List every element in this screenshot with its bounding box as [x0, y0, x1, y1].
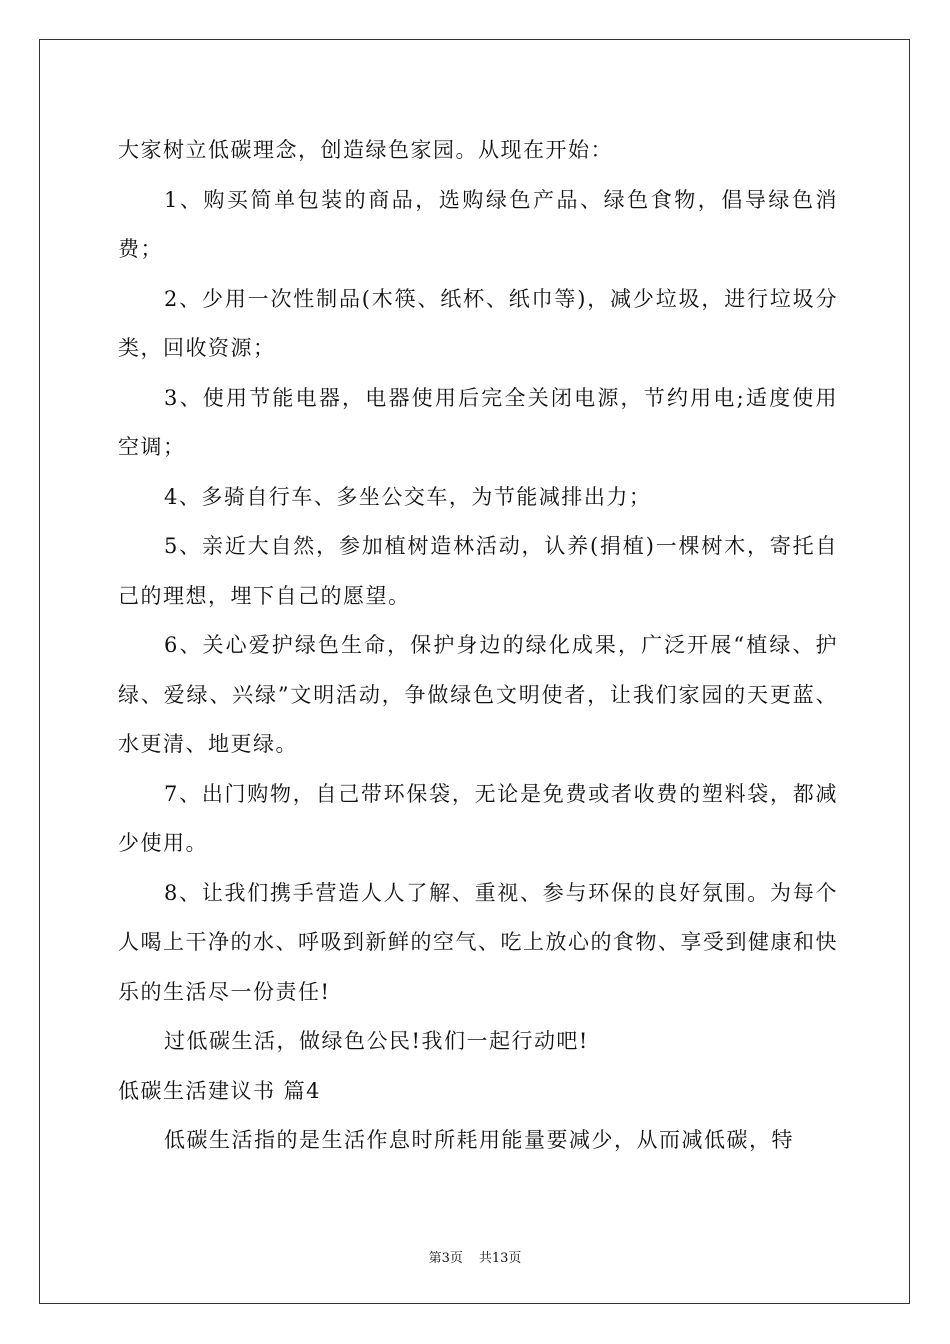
paragraph-item-8: 8、让我们携手营造人人了解、重视、参与环保的良好氛围。为每个人喝上干净的水、呼吸到新鲜的空气、吃上放心的食物、享受到健康和快乐的生活尽一份责任! [118, 880, 838, 1004]
document-body [118, 126, 838, 1166]
paragraph-item-6: 6、关心爱护绿色生命，保护身边的绿化成果，广泛开展“植绿、护绿、爱绿、兴绿”文明活动，争做绿色文明使者，让我们家园的天更蓝、水更清、地更绿。 [118, 633, 838, 756]
page-total: 共13页 [478, 1251, 522, 1266]
paragraph-item-2: 2、少用一次性制品(木筷、纸杯、纸巾等)，减少垃圾，进行垃圾分类，回收资源； [118, 286, 838, 360]
paragraph-item-4: 4、多骑自行车、多坐公交车，为节能减排出力； [164, 484, 652, 509]
paragraph-closing: 过低碳生活，做绿色公民!我们一起行动吧! [164, 1029, 589, 1053]
paragraph-item-5: 5、亲近大自然，参加植树造林活动，认养(捐植)一棵树木，寄托自己的理想，埋下自己的愿望。 [118, 534, 838, 608]
paragraph-section-start: 低碳生活指的是生活作息时所耗用能量要减少，从而减低碳，特 [164, 1128, 794, 1152]
page-footer [0, 1247, 950, 1266]
paragraph-item-7: 7、出门购物，自己带环保袋，无论是免费或者收费的塑料袋，都减少使用。 [118, 781, 838, 855]
paragraph-intro: 大家树立低碳理念，创造绿色家园。从现在开始： [118, 138, 613, 162]
paragraph-item-3: 3、使用节能电器，电器使用后完全关闭电源，节约用电;适度使用空调； [118, 385, 838, 459]
paragraph-item-1: 1、购买简单包装的商品，选购绿色产品、绿色食物，倡导绿色消费； [118, 187, 838, 261]
section-heading: 低碳生活建议书 篇4 [118, 1078, 322, 1103]
page-number: 第3页 [428, 1251, 463, 1266]
